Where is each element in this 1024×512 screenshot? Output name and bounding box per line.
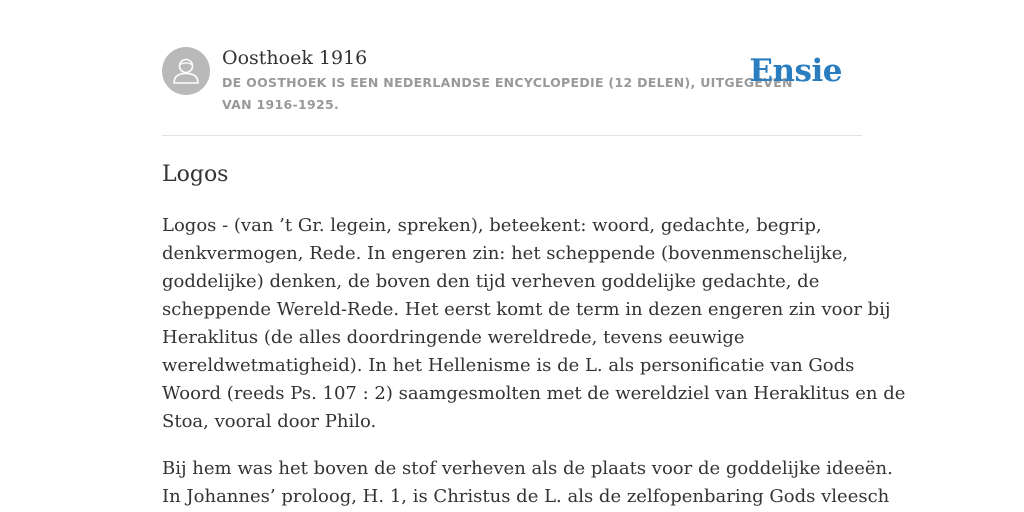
user-icon (162, 47, 210, 95)
text-line: Woord (reeds Ps. 107 : 2) saamgesmolten met de wereldziel van Heraklitus en de (162, 383, 906, 404)
text-line: denkvermogen, Rede. In engeren zin: het scheppende (bovenmenschelijke, (162, 243, 849, 264)
source-header (162, 46, 862, 136)
text-line: Heraklitus (de alles doordringende wereldrede, tevens eeuwige (162, 327, 745, 348)
entry-body (162, 212, 906, 512)
avatar[interactable] (162, 47, 210, 95)
source-title[interactable]: Oosthoek 1916 (222, 47, 368, 69)
paragraph (162, 212, 906, 436)
text-line: Logos - (van ’t Gr. legein, spreken), beteekent: woord, gedachte, begrip, (162, 215, 822, 236)
header-divider (162, 135, 862, 136)
source-description-line: VAN 1916-1925. (222, 97, 340, 112)
text-line: Stoa, vooral door Philo. (162, 411, 377, 432)
text-line: scheppende Wereld-Rede. Het eerst komt de term in dezen engeren zin voor bij (162, 299, 891, 320)
source-description-line: DE OOSTHOEK IS EEN NEDERLANDSE ENCYCLOPEDIE (12 DELEN), UITGEGEVEN (222, 75, 793, 90)
entry-title: Logos (162, 162, 229, 187)
text-line: Bij hem was het boven de stof verheven als de plaats voor de goddelijke ideeën. (162, 458, 893, 479)
ensie-logo[interactable]: Ensie (749, 53, 842, 89)
text-line: goddelijke) denken, de boven den tijd verheven goddelijke gedachte, de (162, 271, 820, 292)
paragraph (162, 455, 893, 511)
text-line: wereldwetmatigheid). In het Hellenisme is de L. als personificatie van Gods (162, 355, 855, 376)
source-description (222, 72, 793, 116)
text-line: In Johannes’ proloog, H. 1, is Christus de L. als de zelfopenbaring Gods vleesch (162, 486, 890, 507)
